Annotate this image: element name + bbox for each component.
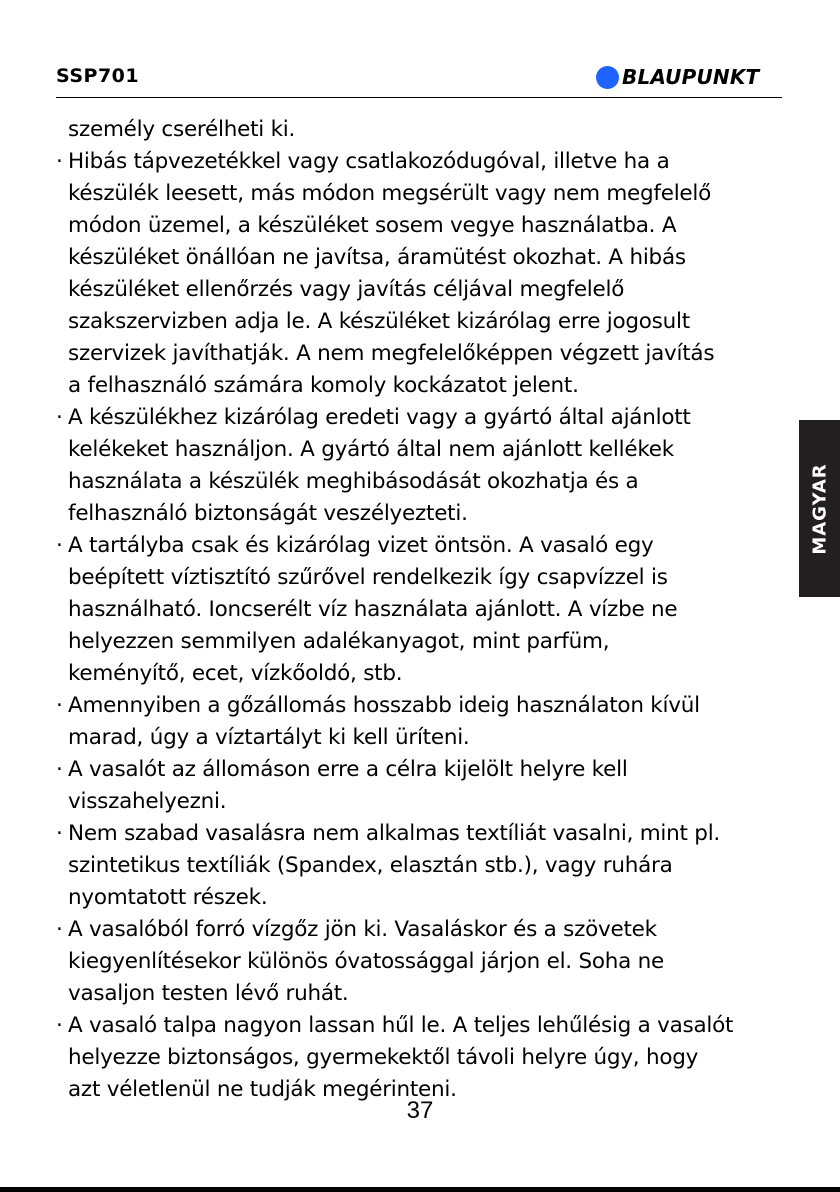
line-text: használható. Ioncserélt víz használata ajánlott. A vízbe ne [68, 597, 678, 622]
bullet-item-line [56, 914, 786, 946]
text-line [56, 210, 786, 242]
line-text: A tartályba csak és kizárólag vizet öntsön. A vasaló egy [68, 533, 654, 558]
line-text: azt véletlenül ne tudják megérinteni. [68, 1077, 457, 1102]
text-line [56, 786, 786, 818]
line-text: szervizek javíthatják. A nem megfelelőképpen végzett javítás [68, 341, 715, 366]
line-text: helyezze biztonságos, gyermekektől távoli helyre úgy, hogy [68, 1045, 699, 1070]
text-line [56, 370, 786, 402]
brand-logo [596, 64, 759, 90]
text-line [56, 466, 786, 498]
bullet-item-line [56, 818, 786, 850]
text-line [56, 434, 786, 466]
text-line [56, 498, 786, 530]
line-text: Amennyiben a gőzállomás hosszabb ideig használaton kívül [68, 693, 700, 718]
text-line [56, 594, 786, 626]
header-divider [56, 97, 782, 98]
footer-bar [0, 1187, 840, 1192]
text-line [56, 114, 786, 146]
line-text: A vasalót az állomáson erre a célra kijelölt helyre kell [68, 757, 628, 782]
line-text: beépített víztisztító szűrővel rendelkezik így csapvízzel is [68, 565, 668, 590]
line-text: Hibás tápvezetékkel vagy csatlakozódugóval, illetve ha a [68, 149, 670, 174]
bullet-item-line [56, 690, 786, 722]
bullet-item-line [56, 754, 786, 786]
text-line [56, 562, 786, 594]
text-line [56, 658, 786, 690]
bullet-icon: · [56, 533, 63, 558]
text-line [56, 242, 786, 274]
bullet-icon: · [56, 693, 63, 718]
text-line [56, 978, 786, 1010]
line-text: kiegyenlítésekor különös óvatossággal járjon el. Soha ne [68, 949, 665, 974]
line-text: Nem szabad vasalásra nem alkalmas textíliát vasalni, mint pl. [68, 821, 721, 846]
brand-dot-icon [596, 66, 619, 89]
bullet-icon: · [56, 821, 63, 846]
bullet-icon: · [56, 405, 63, 430]
bullet-icon: · [56, 149, 63, 174]
text-line [56, 274, 786, 306]
line-text: nyomtatott részek. [68, 885, 268, 910]
language-tab-label: MAGYAR [809, 462, 830, 555]
line-text: kelékeket használjon. A gyártó által nem ajánlott kellékek [68, 437, 674, 462]
line-text: visszahelyezni. [68, 789, 227, 814]
text-line [56, 850, 786, 882]
text-line [56, 1042, 786, 1074]
line-text: A vasaló talpa nagyon lassan hűl le. A teljes lehűlésig a vasalót [68, 1013, 734, 1038]
text-line [56, 306, 786, 338]
page-number: 37 [406, 1097, 434, 1124]
bullet-item-line [56, 530, 786, 562]
brand-name: BLAUPUNKT [622, 65, 760, 89]
line-text: szintetikus textíliák (Spandex, elasztán stb.), vagy ruhára [68, 853, 673, 878]
model-number: SSP701 [56, 65, 140, 87]
line-text: keményítő, ecet, vízkőoldó, stb. [68, 661, 403, 686]
line-text: készüléket ellenőrzés vagy javítás céljával megfelelő [68, 277, 625, 302]
bullet-icon: · [56, 1013, 63, 1038]
bullet-item-line [56, 146, 786, 178]
safety-instructions [56, 114, 786, 1106]
line-text: A vasalóból forró vízgőz jön ki. Vasaláskor és a szövetek [68, 917, 657, 942]
text-line [56, 722, 786, 754]
bullet-icon: · [56, 757, 63, 782]
line-text: helyezzen semmilyen adalékanyagot, mint parfüm, [68, 629, 610, 654]
line-text: a felhasználó számára komoly kockázatot jelent. [68, 373, 579, 398]
line-text: szakszervizben adja le. A készüléket kizárólag erre jogosult [68, 309, 690, 334]
line-text: vasaljon testen lévő ruhát. [68, 981, 349, 1006]
line-text: módon üzemel, a készüléket sosem vegye használatba. A [68, 213, 677, 238]
text-line [56, 178, 786, 210]
text-line [56, 882, 786, 914]
line-text: használata a készülék meghibásodását okozhatja és a [68, 469, 639, 494]
line-text: felhasználó biztonságát veszélyezteti. [68, 501, 468, 526]
line-text: személy cserélheti ki. [68, 117, 296, 142]
language-tab [799, 420, 840, 597]
bullet-item-line [56, 1010, 786, 1042]
line-text: A készülékhez kizárólag eredeti vagy a gyártó által ajánlott [68, 405, 691, 430]
line-text: készüléket önállóan ne javítsa, áramütést okozhat. A hibás [68, 245, 686, 270]
bullet-icon: · [56, 917, 63, 942]
text-line [56, 338, 786, 370]
text-line [56, 626, 786, 658]
line-text: marad, úgy a víztartályt ki kell üríteni. [68, 725, 470, 750]
line-text: készülék leesett, más módon megsérült vagy nem megfelelő [68, 181, 712, 206]
bullet-item-line [56, 402, 786, 434]
text-line [56, 946, 786, 978]
